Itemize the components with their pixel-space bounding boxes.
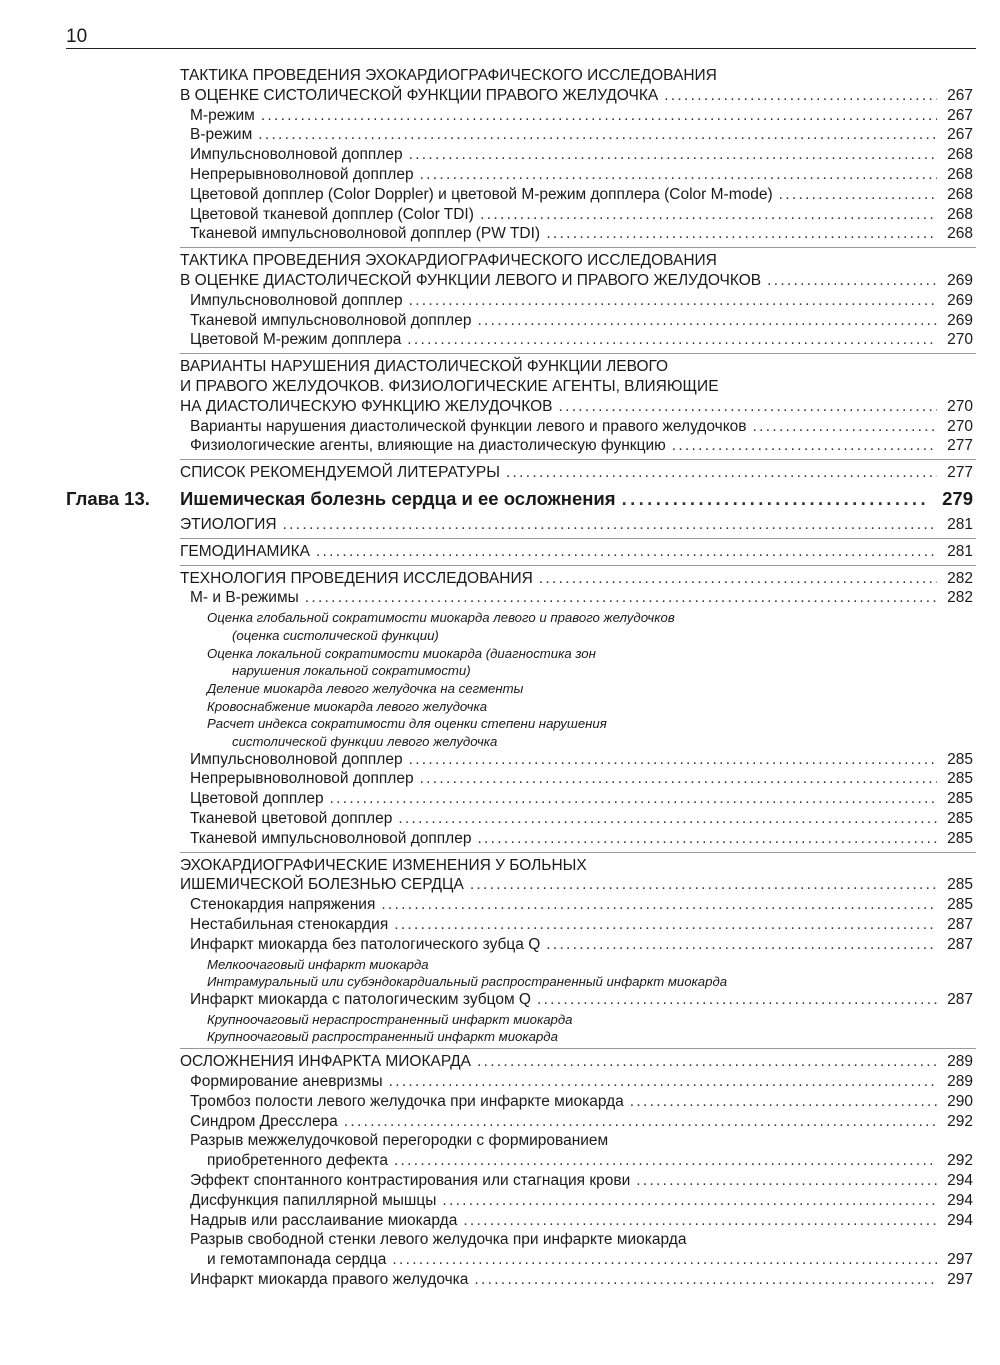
page-ref: 297	[947, 1251, 973, 1269]
table-of-contents	[0, 66, 1000, 1290]
dot-leader	[477, 829, 937, 849]
page-ref: 270	[947, 331, 973, 349]
toc-entry[interactable]	[0, 66, 1000, 86]
toc-entry[interactable]	[0, 1230, 1000, 1250]
dot-leader	[407, 330, 937, 350]
dot-leader	[392, 1250, 937, 1270]
entry-title: Интрамуральный или субэндокардиальный распространенный инфаркт миокарда	[207, 974, 728, 990]
toc-entry[interactable]	[0, 271, 1000, 291]
dot-leader	[480, 205, 937, 225]
page-ref: 267	[947, 86, 973, 104]
entry-title: Стенокардия напряжения	[190, 896, 376, 914]
page-ref: 297	[947, 1270, 973, 1288]
page-number: 10	[66, 26, 88, 47]
toc-entry[interactable]	[0, 856, 1000, 876]
entry-title: Тканевой цветовой допплер	[190, 810, 393, 828]
toc-entry[interactable]	[0, 789, 1000, 809]
entry-title: и гемотампонада сердца	[207, 1251, 387, 1269]
toc-entry[interactable]	[0, 895, 1000, 915]
page-ref: 268	[947, 185, 973, 203]
page-ref: 277	[947, 437, 973, 455]
entry-title: ИШЕМИЧЕСКОЙ БОЛЕЗНЬЮ СЕРДЦА	[180, 876, 464, 894]
page-ref: 285	[947, 896, 973, 914]
dot-leader	[381, 895, 937, 915]
toc-entry[interactable]	[0, 1010, 1000, 1028]
page-ref: 285	[947, 829, 973, 847]
toc-entry[interactable]	[0, 1072, 1000, 1092]
page-ref: 268	[947, 165, 973, 183]
toc-entry[interactable]	[0, 1151, 1000, 1171]
dot-leader	[258, 125, 937, 145]
page-ref: 282	[947, 569, 973, 587]
dot-leader	[316, 542, 937, 562]
toc-entry[interactable]	[0, 436, 1000, 456]
toc-entry[interactable]	[0, 1092, 1000, 1112]
dot-leader	[330, 789, 937, 809]
toc-entry[interactable]	[0, 915, 1000, 935]
toc-entry[interactable]	[0, 1052, 1000, 1072]
page-ref: 285	[947, 810, 973, 828]
entry-title: ТЕХНОЛОГИЯ ПРОВЕДЕНИЯ ИССЛЕДОВАНИЯ	[180, 569, 533, 587]
toc-entry[interactable]	[0, 165, 1000, 185]
entry-title: Тромбоз полости левого желудочка при инфаркте миокарда	[190, 1092, 624, 1110]
entry-title: Непрерывноволновой допплер	[190, 165, 414, 183]
page-ref: 270	[947, 397, 973, 415]
entry-title: В ОЦЕНКЕ ДИАСТОЛИЧЕСКОЙ ФУНКЦИИ ЛЕВОГО И ПРАВОГО ЖЕЛУДОЧКОВ	[180, 271, 762, 289]
entry-title: Тканевой импульсноволновой допплер (PW TDI)	[190, 225, 541, 243]
entry-title: ЭХОКАРДИОГРАФИЧЕСКИЕ ИЗМЕНЕНИЯ У БОЛЬНЫХ	[180, 856, 587, 874]
section-divider	[180, 353, 976, 354]
entry-title: ГЕМОДИНАМИКА	[180, 542, 310, 560]
toc-entry[interactable]	[0, 972, 1000, 990]
toc-entry[interactable]	[0, 697, 1000, 715]
section-divider	[180, 565, 976, 566]
entry-title: ЭТИОЛОГИЯ	[180, 515, 277, 533]
page-ref: 290	[947, 1092, 973, 1110]
page-ref: 294	[947, 1211, 973, 1229]
entry-title: Дисфункция папиллярной мышцы	[190, 1191, 437, 1209]
page-ref: 277	[947, 464, 973, 482]
page-ref: 285	[947, 770, 973, 788]
dot-leader	[546, 224, 937, 244]
entry-title: ТАКТИКА ПРОВЕДЕНИЯ ЭХОКАРДИОГРАФИЧЕСКОГО ИССЛЕДОВАНИЯ	[180, 67, 717, 84]
dot-leader	[344, 1112, 937, 1132]
dot-leader	[409, 145, 937, 165]
dot-leader	[672, 436, 937, 456]
page-ref: 285	[947, 750, 973, 768]
toc-entry[interactable]	[0, 145, 1000, 165]
dot-leader	[409, 750, 937, 770]
toc-entry[interactable]	[0, 1211, 1000, 1231]
entry-title: М- и В-режимы	[190, 589, 299, 607]
page-ref: 282	[947, 589, 973, 607]
toc-entry[interactable]	[0, 569, 1000, 589]
toc-entry[interactable]	[0, 311, 1000, 331]
entry-title: М-режим	[190, 106, 255, 124]
entry-title: Оценка глобальной сократимости миокарда левого и правого желудочков	[207, 610, 675, 626]
entry-title: Синдром Дресслера	[190, 1112, 338, 1130]
entry-title: Эффект спонтанного контрастирования или стагнация крови	[190, 1171, 631, 1189]
page-ref: 269	[947, 311, 973, 329]
entry-title: И ПРАВОГО ЖЕЛУДОЧКОВ. ФИЗИОЛОГИЧЕСКИЕ АГЕНТЫ, ВЛИЯЮЩИЕ	[180, 377, 719, 395]
page-ref: 281	[947, 515, 973, 533]
toc-entry[interactable]	[0, 377, 1000, 397]
toc-entry[interactable]	[0, 86, 1000, 106]
page-ref: 267	[947, 106, 973, 124]
entry-title: НА ДИАСТОЛИЧЕСКУЮ ФУНКЦИЮ ЖЕЛУДОЧКОВ	[180, 397, 553, 415]
entry-title: Импульсноволновой допплер	[190, 750, 403, 768]
entry-title: Инфаркт миокарда без патологического зубца Q	[190, 935, 541, 953]
dot-leader	[474, 1270, 937, 1290]
toc-entry[interactable]	[0, 185, 1000, 205]
toc-entry[interactable]	[0, 955, 1000, 973]
toc-entry[interactable]	[0, 224, 1000, 244]
toc-entry[interactable]	[0, 732, 1000, 750]
toc-entry[interactable]	[0, 125, 1000, 145]
dot-leader	[537, 990, 937, 1010]
page-ref: 268	[947, 146, 973, 164]
toc-entry[interactable]	[0, 769, 1000, 789]
entry-title: В-режим	[190, 126, 253, 144]
dot-leader	[394, 915, 937, 935]
entry-title: Тканевой импульсноволновой допплер	[190, 829, 472, 847]
page-ref: 294	[947, 1191, 973, 1209]
toc-entry[interactable]	[0, 291, 1000, 311]
dot-leader	[420, 165, 937, 185]
page-ref: 292	[947, 1112, 973, 1130]
dot-leader	[664, 86, 937, 106]
toc-entry[interactable]	[0, 542, 1000, 562]
entry-title: Деление миокарда левого желудочка на сегменты	[207, 680, 524, 696]
dot-leader	[506, 463, 937, 483]
entry-title: Тканевой импульсноволновой допплер	[190, 311, 472, 329]
toc-entry[interactable]	[0, 330, 1000, 350]
header-rule	[66, 48, 976, 49]
entry-title: Физиологические агенты, влияющие на диастолическую функцию	[190, 437, 666, 455]
entry-title: Непрерывноволновой допплер	[190, 770, 414, 788]
entry-title: ТАКТИКА ПРОВЕДЕНИЯ ЭХОКАРДИОГРАФИЧЕСКОГО ИССЛЕДОВАНИЯ	[180, 252, 717, 270]
entry-title: Цветовой допплер	[190, 790, 324, 808]
page-ref: 285	[947, 876, 973, 894]
toc-entry[interactable]	[0, 251, 1000, 271]
dot-leader	[630, 1092, 937, 1112]
page-ref: 289	[947, 1053, 973, 1071]
toc-entry[interactable]	[0, 809, 1000, 829]
entry-title: Цветовой М-режим допплера	[190, 331, 402, 349]
toc-entry[interactable]	[0, 417, 1000, 437]
dot-leader	[389, 1072, 937, 1092]
toc-entry[interactable]	[0, 661, 1000, 679]
section-divider	[180, 538, 976, 539]
dot-leader	[636, 1171, 937, 1191]
dot-leader	[394, 1151, 937, 1171]
toc-entry[interactable]	[0, 750, 1000, 770]
toc-entry[interactable]	[0, 1131, 1000, 1151]
toc-entry[interactable]	[0, 357, 1000, 377]
entry-title: Импульсноволновой допплер	[190, 146, 403, 164]
entry-title: Инфаркт миокарда правого желудочка	[190, 1270, 469, 1288]
entry-title: Кровоснабжение миокарда левого желудочка	[207, 698, 488, 714]
dot-leader	[622, 486, 929, 512]
entry-title: приобретенного дефекта	[207, 1152, 388, 1170]
page-ref: 287	[947, 990, 973, 1008]
page-ref: 268	[947, 205, 973, 223]
dot-leader	[779, 185, 937, 205]
entry-title: СПИСОК РЕКОМЕНДУЕМОЙ ЛИТЕРАТУРЫ	[180, 464, 500, 482]
entry-title: (оценка систолической функции)	[232, 627, 439, 643]
toc-entry[interactable]	[0, 515, 1000, 535]
entry-title: Мелкоочаговый инфаркт миокарда	[207, 956, 429, 972]
entry-title: Надрыв или расслаивание миокарда	[190, 1211, 458, 1229]
entry-title: ОСЛОЖНЕНИЯ ИНФАРКТА МИОКАРДА	[180, 1053, 471, 1071]
dot-leader	[477, 1052, 937, 1072]
section-divider	[180, 852, 976, 853]
page-ref: 268	[947, 225, 973, 243]
chapter-label: Глава 13.	[66, 487, 150, 509]
page-ref: 279	[942, 487, 973, 509]
entry-title: Крупноочаговый нераспространенный инфаркт миокарда	[207, 1011, 573, 1027]
dot-leader	[409, 291, 937, 311]
section-divider	[180, 1048, 976, 1049]
entry-title: ВАРИАНТЫ НАРУШЕНИЯ ДИАСТОЛИЧЕСКОЙ ФУНКЦИИ ЛЕВОГО	[180, 358, 669, 376]
page-ref: 285	[947, 790, 973, 808]
toc-entry[interactable]	[0, 875, 1000, 895]
entry-title: Разрыв межжелудочковой перегородки с формированием	[190, 1132, 609, 1150]
page-ref: 294	[947, 1171, 973, 1189]
toc-entry[interactable]	[0, 626, 1000, 644]
toc-entry[interactable]	[0, 1270, 1000, 1290]
page-ref: 269	[947, 291, 973, 309]
toc-entry[interactable]	[0, 463, 1000, 483]
entry-title: Формирование аневризмы	[190, 1072, 383, 1090]
entry-title: Ишемическая болезнь сердца и ее осложнения	[180, 487, 616, 509]
entry-title: Цветовой допплер (Color Doppler) и цветовой М-режим допплера (Color M-mode)	[190, 185, 773, 203]
dot-leader	[546, 935, 937, 955]
toc-entry[interactable]	[0, 1171, 1000, 1191]
section-divider	[180, 247, 976, 248]
entry-title: Варианты нарушения диастолической функции левого и правого желудочков	[190, 417, 747, 435]
entry-title: В ОЦЕНКЕ СИСТОЛИЧЕСКОЙ ФУНКЦИИ ПРАВОГО ЖЕЛУДОЧКА	[180, 86, 659, 104]
toc-entry[interactable]	[0, 1112, 1000, 1132]
dot-leader	[470, 875, 937, 895]
entry-title: Инфаркт миокарда с патологическим зубцом Q	[190, 990, 531, 1008]
entry-title: Расчет индекса сократимости для оценки степени нарушения	[207, 716, 607, 732]
toc-entry[interactable]	[0, 588, 1000, 608]
dot-leader	[463, 1211, 937, 1231]
page-ref: 292	[947, 1152, 973, 1170]
toc-entry[interactable]	[0, 990, 1000, 1010]
toc-entry[interactable]	[0, 1191, 1000, 1211]
toc-entry[interactable]	[0, 106, 1000, 126]
entry-title: Нестабильная стенокардия	[190, 916, 389, 933]
entry-title: Разрыв свободной стенки левого желудочка при инфаркте миокарда	[190, 1231, 687, 1249]
dot-leader	[767, 271, 937, 291]
dot-leader	[283, 515, 937, 535]
toc-entry[interactable]	[0, 935, 1000, 955]
toc-entry[interactable]	[0, 679, 1000, 697]
toc-entry[interactable]	[0, 608, 1000, 626]
page-ref: 281	[947, 542, 973, 560]
section-divider	[180, 459, 976, 460]
page-ref: 287	[947, 916, 973, 933]
toc-entry[interactable]	[0, 397, 1000, 417]
page-ref: 287	[947, 935, 973, 953]
dot-leader	[420, 769, 937, 789]
page-ref: 269	[947, 271, 973, 289]
page-ref: 289	[947, 1072, 973, 1090]
toc-entry[interactable]	[0, 205, 1000, 225]
toc-entry[interactable]	[0, 1250, 1000, 1270]
entry-title: Импульсноволновой допплер	[190, 291, 403, 309]
dot-leader	[305, 588, 937, 608]
dot-leader	[753, 417, 937, 437]
dot-leader	[261, 106, 937, 126]
dot-leader	[398, 809, 937, 829]
toc-entry[interactable]	[0, 1027, 1000, 1045]
dot-leader	[539, 569, 937, 589]
entry-title: Крупноочаговый распространенный инфаркт миокарда	[207, 1029, 558, 1045]
toc-entry[interactable]	[0, 829, 1000, 849]
entry-title: нарушения локальной сократимости)	[232, 663, 471, 679]
dot-leader	[558, 397, 937, 417]
toc-entry[interactable]	[0, 644, 1000, 662]
dot-leader	[477, 311, 937, 331]
page-ref: 270	[947, 417, 973, 435]
dot-leader	[442, 1191, 937, 1211]
entry-title: систолической функции левого желудочка	[232, 733, 498, 749]
toc-entry[interactable]	[0, 714, 1000, 732]
entry-title: Оценка локальной сократимости миокарда (диагностика зон	[207, 645, 596, 661]
chapter-entry[interactable]	[0, 486, 1000, 512]
entry-title: Цветовой тканевой допплер (Color TDI)	[190, 205, 474, 223]
page-ref: 267	[947, 126, 973, 144]
